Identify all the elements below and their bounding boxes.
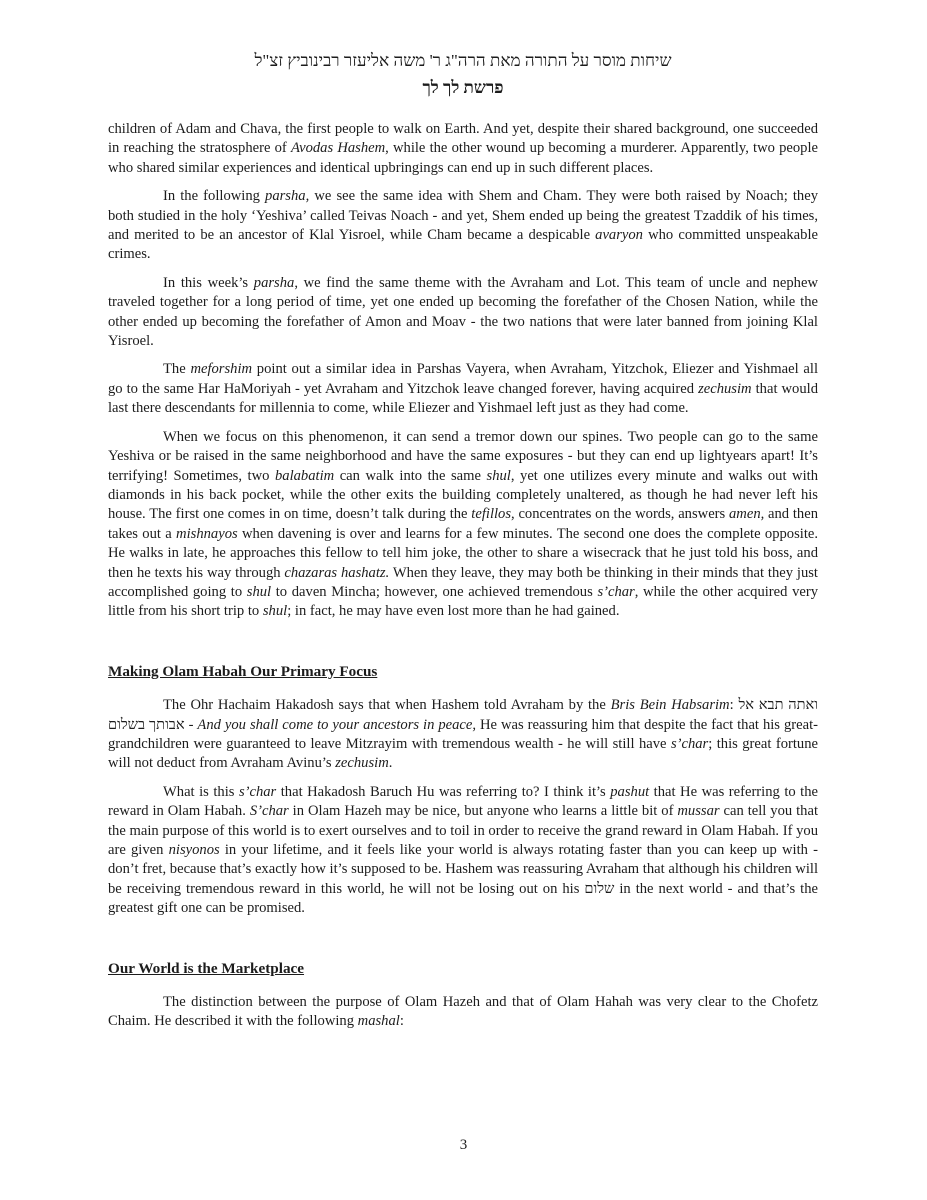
- text-run: who committed unspeakable crimes.: [108, 227, 818, 263]
- text-run: mashal: [357, 1013, 400, 1030]
- text-run: In the following: [163, 188, 266, 205]
- text-run: when davening is over and learns for a few minutes. The second one does the complete opposite. He walks in late, he approaches this fellow to tell him joke, the other to share a wisecrack that he just told his boss, and then he texts his way through: [108, 525, 818, 581]
- text-run: chazaras hashatz.: [284, 564, 390, 581]
- text-run: parsha: [253, 274, 295, 291]
- text-run: in the next world - and that’s the greatest gift one can be promised.: [108, 880, 818, 917]
- text-run: point out a similar idea in Parshas Vayera, when Avraham, Yitzchok, Eliezer and Yishmael all go to the same Har HaMoriyah - yet Avraham and Yitzchok leave changed forever, having acquired: [108, 361, 818, 397]
- document-title-hebrew: שיחות מוסר על התורה מאת הרה"ג ר' משה אליעזר רבינוביץ זצ"ל: [254, 51, 672, 70]
- hebrew-text: שלום: [584, 880, 615, 897]
- text-run: parsha,: [265, 188, 310, 205]
- text-run: amen,: [729, 506, 765, 523]
- text-run: S’char: [249, 803, 289, 820]
- hebrew-text: ואתה תבא אל אבותך בשלום: [108, 697, 819, 733]
- text-run: , while the other acquired very little from his short trip to: [108, 583, 819, 620]
- text-run: mishnayos: [176, 525, 238, 542]
- text-run: s’char: [597, 583, 635, 600]
- text-run: , while the other wound up becoming a murderer. Apparently, two people who shared similar experiences and identical upbringings can end up in such different places.: [108, 140, 819, 176]
- text-run: The: [163, 361, 191, 378]
- text-run: , concentrates on the words, answers: [511, 506, 729, 523]
- text-run: , yet one utilizes every minute and walks out with diamonds in his back pocket, while the other exits the building completely unaltered, as though he had never left his house. The first one comes in on time, doesn’t talk during the: [108, 467, 818, 523]
- document-body: [108, 120, 818, 1032]
- paragraph: [108, 783, 818, 919]
- document-header: [108, 50, 818, 99]
- paragraph: [108, 120, 818, 178]
- text-run: What is this: [163, 783, 239, 800]
- text-run: in Olam Hazeh may be nice, but anyone who learns a little bit of: [288, 803, 678, 820]
- text-run: tefillos: [471, 506, 512, 523]
- text-run: ; this great fortune will not deduct from Avraham Avinu’s: [108, 735, 818, 772]
- text-run: :: [729, 697, 739, 714]
- text-run: s’char: [238, 783, 277, 800]
- parsha-subtitle-hebrew: פרשת לך לך: [422, 78, 504, 97]
- text-run: to daven Mincha; however, one achieved tremendous: [271, 583, 598, 600]
- text-run: children of Adam and Chava, the first people to walk on Earth. And yet, despite their shared background, one succeeded in reaching the stratosphere of: [108, 121, 818, 157]
- text-run: can tell you that the main purpose of this world is to exert ourselves and to toil in order to receive the grand reward in Olam Habah. If you are given: [108, 803, 818, 858]
- text-run: The Ohr Hachaim Hakadosh says that when Hashem told Avraham by the: [163, 697, 611, 714]
- text-run: In this week’s: [163, 274, 254, 291]
- text-run: that would last there descendants for millennia to come, while Eliezer and Yishmael left just as they had come.: [108, 380, 818, 417]
- paragraph: [108, 274, 818, 352]
- paragraph: [108, 360, 818, 418]
- text-run: :: [399, 1013, 404, 1030]
- paragraph: [108, 696, 818, 774]
- text-run: When they leave, they may both be thinking in their minds that they just accomplished going to: [108, 564, 818, 600]
- text-run: can walk into the same: [334, 467, 487, 484]
- text-run: zechusim: [698, 380, 752, 397]
- page-number: 3: [459, 1137, 468, 1153]
- section-heading: Making Olam Habah Our Primary Focus: [108, 662, 378, 680]
- text-run: .: [388, 755, 393, 772]
- text-run: that Hakadosh Baruch Hu was referring to? I think it’s: [276, 783, 611, 800]
- text-run: meforshim: [190, 361, 253, 378]
- text-run: -: [184, 716, 198, 733]
- text-run: shul: [246, 583, 272, 600]
- text-run: balabatim: [274, 467, 335, 484]
- text-run: nisyonos: [168, 842, 220, 858]
- paragraph: [108, 428, 818, 622]
- text-run: Avodas Hashem: [290, 140, 386, 157]
- text-run: He was reassuring him that despite the fact that his great-grandchildren were guaranteed to leave Mitzrayim with tremendous wealth - he will still have: [108, 716, 818, 752]
- text-run: zechusim: [335, 755, 389, 772]
- text-run: avaryon: [595, 227, 643, 244]
- text-run: mussar: [677, 803, 720, 820]
- text-run: shul: [262, 603, 288, 620]
- text-run: When we focus on this phenomenon, it can send a tremor down our spines. Two people can go to the same Yeshiva or be raised in the same neighborhood and have the same exposures - but they can end up lightyears apart! It’s terrifying! Sometimes, two: [108, 428, 818, 484]
- text-run: in your lifetime, and it feels like your world is always rotating faster than you can keep up with - don’t fret, because that’s exactly how it’s supposed to be. Hashem was reassuring Avraham that although his children will be receiving tremendous reward in this world, he will not be losing out on his: [108, 842, 818, 897]
- text-run: , we find the same theme with the Avraham and Lot. This team of uncle and nephew traveled together for a long period of time, yet one ended up becoming the forefather of the Chosen Nation, while the other ended up becoming the forefather of Amon and Moav - the two nations that were later banned from joining Klal Yisroel.: [108, 274, 818, 350]
- section-heading: Our World is the Marketplace: [108, 959, 305, 977]
- text-run: The distinction between the purpose of Olam Hazeh and that of Olam Hahah was very clear to the Chofetz Chaim. He described it with the following: [108, 994, 818, 1030]
- text-run: and then takes out a: [108, 506, 819, 542]
- text-run: shul: [486, 467, 511, 484]
- text-run: we see the same idea with Shem and Cham. They were both raised by Noach; they both studied in the holy ‘Yeshiva’ called Teivas Noach - and yet, Shem ended up being the greatest Tzaddik of his times, and merited to be an ancestor of Klal Yisroel, while Cham became a despicable: [108, 188, 818, 244]
- text-run: ; in fact, he may have even lost more than he had gained.: [287, 603, 620, 620]
- paragraph: [108, 993, 818, 1032]
- text-run: that He was referring to the reward in Olam Habah.: [108, 783, 818, 820]
- text-run: And you shall come to your ancestors in peace,: [197, 716, 477, 733]
- paragraph: [108, 187, 818, 265]
- text-run: Bris Bein Habsarim: [610, 697, 730, 714]
- text-run: s’char: [670, 735, 709, 752]
- text-run: pashut: [610, 783, 650, 800]
